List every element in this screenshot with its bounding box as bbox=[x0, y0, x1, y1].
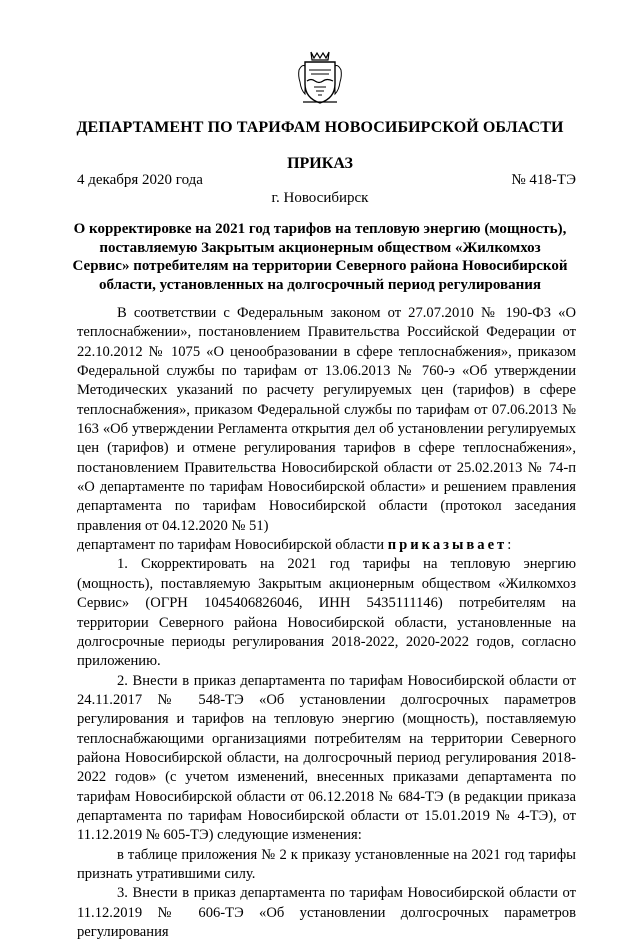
city: г. Новосибирск bbox=[271, 190, 369, 206]
orders-prefix: департамент по тарифам Новосибирской области bbox=[77, 537, 388, 554]
order-subject: О корректировке на 2021 год тарифов на тепловую энергию (мощность), поставляемую Закрытым акционерным обществом «Жилкомхоз Сервис» потребителям на территории Северного района Новосибирской области, установленных на долгосрочный период регулирования bbox=[72, 221, 568, 293]
orders-line bbox=[77, 536, 576, 555]
item-2-paragraph: 2. Внести в приказ департамента по тарифам Новосибирской области от 24.11.2017 № 548-ТЭ «Об установлении долгосрочных параметров регулирования и тарифов на тепловую энергию (мощность), поставляемую теплоснабжающими организациями потребителям на территории Северного района Новосибирской области, на долгосрочный период регулирования 2018-2022 годов» (с учетом изменений, внесенных приказами департамента по тарифам Новосибирской области от 06.12.2018 № 684-ТЭ (в редакции приказа департамента по тарифам Новосибирской области от 15.01.2019 № 4-ТЭ), от 11.12.2019 № 605-ТЭ) следующие изменения: bbox=[77, 672, 576, 844]
item-2-sub-paragraph: в таблице приложения № 2 к приказу установленные на 2021 год тарифы признать утратившими силу. bbox=[77, 846, 576, 882]
order-title: ПРИКАЗ bbox=[287, 155, 353, 172]
item-1-paragraph: 1. Скорректировать на 2021 год тарифы на тепловую энергию (мощность), поставляемую Закрытым акционерным обществом «Жилкомхоз Сервис» (ОГРН 1045406826046, ИНН 5435111146) потребителям на территории Северного района Новосибирской области, установленные на долгосрочные периоды регулирования 2018-2022, 2020-2022 годов, согласно приложению. bbox=[77, 556, 576, 670]
item-3-paragraph: 3. Внести в приказ департамента по тарифам Новосибирской области от 11.12.2019 № 606-ТЭ «Об установлении долгосрочных параметров регулирования bbox=[77, 885, 576, 940]
preamble-paragraph: В соответствии с Федеральным законом от 27.07.2010 № 190-ФЗ «О теплоснабжении», постановлением Правительства Российской Федерации от 22.10.2012 № 1075 «О ценообразовании в сфере теплоснабжения», приказом Федеральной службы по тарифам от 13.06.2013 № 760-э «Об утверждении Методических указаний по расчету регулируемых цен (тарифов) в сфере теплоснабжения», приказом Федеральной службы по тарифам от 07.06.2013 № 163 «Об утверждении Регламента открытия дел об установлении регулируемых цен (тарифов) и отмене регулирования тарифов в сфере теплоснабжения», постановлением Правительства Новосибирской области от 25.02.2013 № 74-п «О департаменте по тарифам Новосибирской области» и решением правления департамента по тарифам Новосибирской области (протокол заседания правления от 04.12.2020 № 51) bbox=[77, 305, 576, 534]
order-body bbox=[77, 304, 576, 942]
orders-suffix: : bbox=[507, 537, 512, 554]
coat-of-arms-icon bbox=[297, 50, 343, 105]
department-title: ДЕПАРТАМЕНТ ПО ТАРИФАМ НОВОСИБИРСКОЙ ОБЛАСТИ bbox=[76, 119, 564, 136]
orders-word: приказывает bbox=[387, 537, 508, 554]
order-number: № 418-ТЭ bbox=[511, 172, 576, 188]
order-date: 4 декабря 2020 года bbox=[77, 172, 203, 188]
